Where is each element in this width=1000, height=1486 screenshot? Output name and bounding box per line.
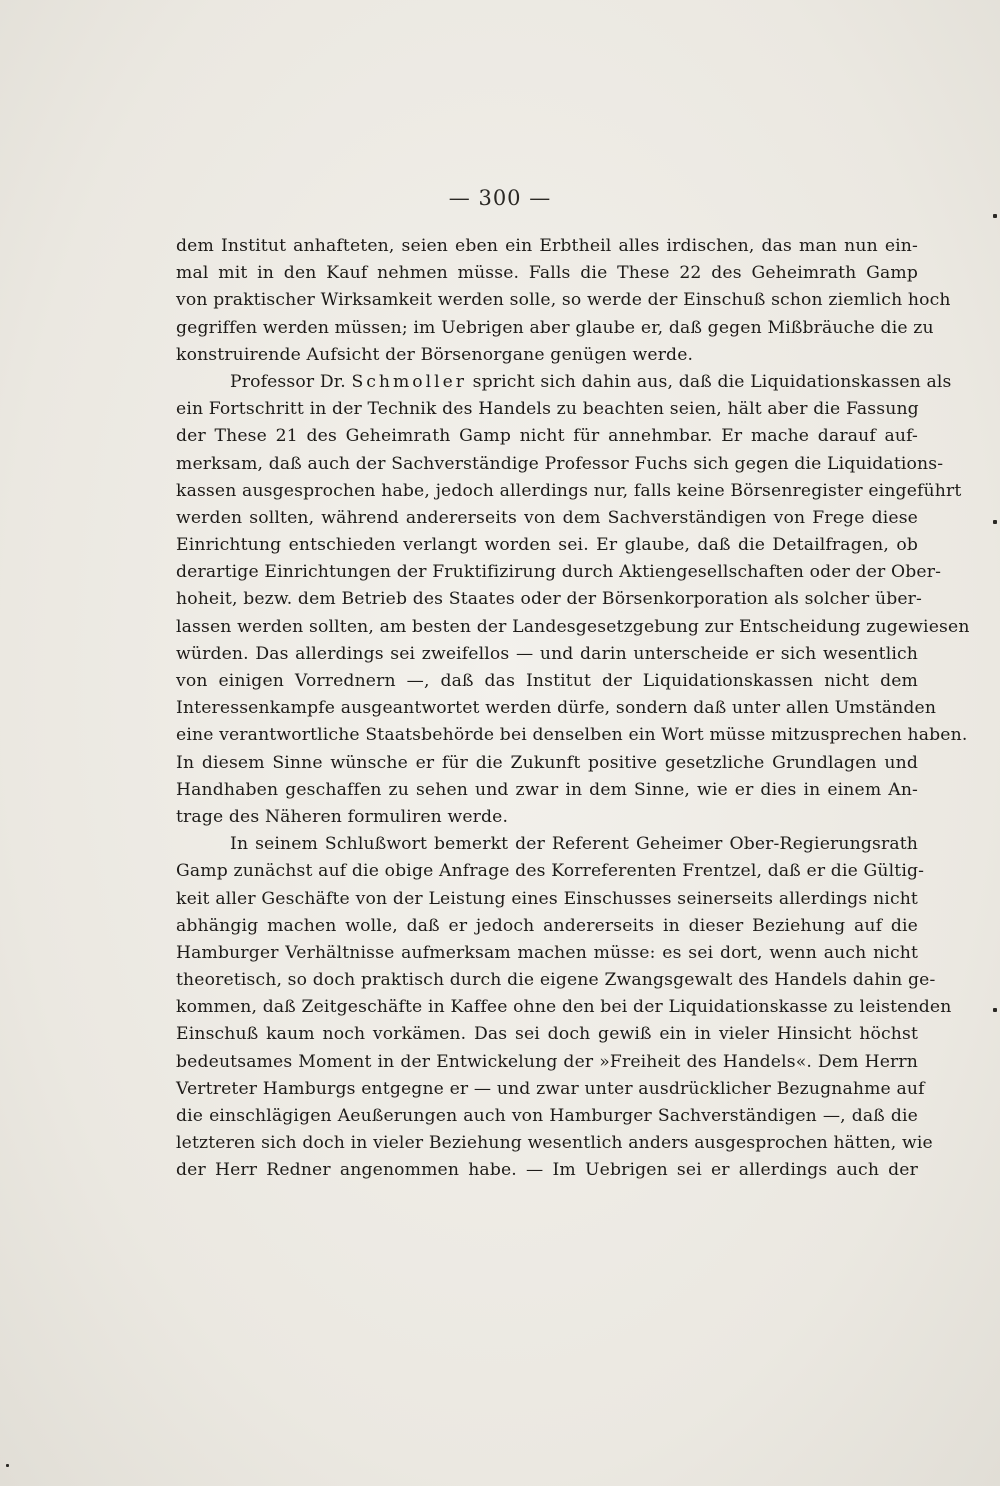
scan-mark (6, 1464, 9, 1467)
paragraph-3 (176, 831, 952, 1184)
text-line-first (176, 369, 952, 396)
paragraph-1 (176, 233, 951, 369)
text-line: würden. Das allerdings sei zweifellos — und darin unterscheide er sich wesentlich (176, 643, 918, 664)
text-line: derartige Einrichtungen der Fruktifizirung durch Aktiengesellschaften oder der Ober- (176, 562, 942, 583)
page-number: — 300 — (448, 186, 552, 210)
text-line: mal mit in den Kauf nehmen müsse. Falls die These 22 des Geheimrath Gamp (176, 263, 918, 284)
text-line: dem Institut anhafteten, seien eben ein Erbtheil alles irdischen, das man nun ein- (176, 236, 918, 256)
text-line: theoretisch, so doch praktisch durch die eigene Zwangsgewalt des Handels dahin ge- (176, 970, 936, 991)
text-line: hoheit, bezw. dem Betrieb des Staates oder der Börsenkorporation als solcher über- (176, 589, 922, 610)
text-line: letzteren sich doch in vieler Beziehung wesentlich anders ausgesprochen hätten, wie (176, 1133, 933, 1154)
text-line: lassen werden sollten, am besten der Landesgesetzgebung zur Entscheidung zugewiesen (176, 616, 970, 637)
scan-mark (993, 214, 997, 218)
text-line: Interessenkampfe ausgeantwortet werden dürfe, sondern daß unter allen Umständen (176, 698, 937, 719)
text-line: Hamburger Verhältnisse aufmerksam machen müsse: es sei dort, wenn auch nicht (176, 942, 918, 963)
text-line: merksam, daß auch der Sachverständige Professor Fuchs sich gegen die Liquidations- (176, 453, 944, 474)
scan-mark (993, 520, 997, 524)
text-line: Einschuß kaum noch vorkämen. Das sei doch gewiß ein in vieler Hinsicht höchst (176, 1024, 918, 1045)
text-line: kommen, daß Zeitgeschäfte in Kaffee ohne den bei der Liquidationskasse zu leistenden (176, 997, 952, 1018)
text-line-rest: spricht sich dahin aus, daß die Liquidationskassen als (472, 371, 952, 392)
text-line: werden sollten, während andererseits von dem Sachverständigen von Frege diese (176, 507, 918, 528)
text-line: abhängig machen wolle, daß er jedoch andererseits in dieser Beziehung auf die (176, 915, 918, 936)
paragraph-2 (176, 369, 970, 831)
text-line: konstruirende Aufsicht der Börsenorgane genügen werde. (176, 344, 694, 365)
text-line: kassen ausgesprochen habe, jedoch allerdings nur, falls keine Börsenregister eingeführt (176, 480, 962, 501)
text-line: von praktischer Wirksamkeit werden solle, so werde der Einschuß schon ziemlich hoch (176, 290, 951, 311)
text-line: eine verantwortliche Staatsbehörde bei denselben ein Wort müsse mitzusprechen haben. (176, 725, 968, 746)
text-line: Vertreter Hamburgs entgegne er — und zwar unter ausdrücklicher Bezugnahme auf (176, 1078, 925, 1099)
text-line: der Herr Redner angenommen habe. — Im Uebrigen sei er allerdings auch der (176, 1160, 918, 1181)
text-line: keit aller Geschäfte von der Leistung eines Einschusses seinerseits allerdings nicht (176, 888, 918, 909)
text-line: ein Fortschritt in der Technik des Handels zu beachten seien, hält aber die Fassung (176, 399, 919, 420)
scan-mark (993, 1008, 997, 1012)
text-line: von einigen Vorrednern —, daß das Institut der Liquidationskassen nicht dem (176, 671, 918, 691)
text-line: Einrichtung entschieden verlangt worden sei. Er glaube, daß die Detailfragen, ob (176, 535, 918, 556)
speaker-title: Professor Dr. (230, 371, 346, 392)
text-line: trage des Näheren formuliren werde. (176, 806, 509, 827)
text-line: der These 21 des Geheimrath Gamp nicht für annehmbar. Er mache darauf auf- (176, 426, 918, 447)
speaker-name: Schmoller (351, 371, 467, 392)
text-line: gegriffen werden müssen; im Uebrigen aber glaube er, daß gegen Mißbräuche die zu (176, 317, 934, 338)
text-line: Handhaben geschaffen zu sehen und zwar in dem Sinne, wie er dies in einem An- (176, 779, 918, 800)
text-line-first: In seinem Schlußwort bemerkt der Referent Geheimer Ober-Regierungsrath (230, 834, 918, 855)
text-line: bedeutsames Moment in der Entwickelung der »Freiheit des Handels«. Dem Herrn (176, 1051, 918, 1072)
text-line: die einschlägigen Aeußerungen auch von Hamburger Sachverständigen —, daß die (176, 1106, 918, 1126)
body-text (176, 233, 970, 1185)
text-line: In diesem Sinne wünsche er für die Zukunft positive gesetzliche Grundlagen und (176, 752, 918, 773)
text-line: Gamp zunächst auf die obige Anfrage des Korreferenten Frentzel, daß er die Gültig- (176, 861, 925, 882)
